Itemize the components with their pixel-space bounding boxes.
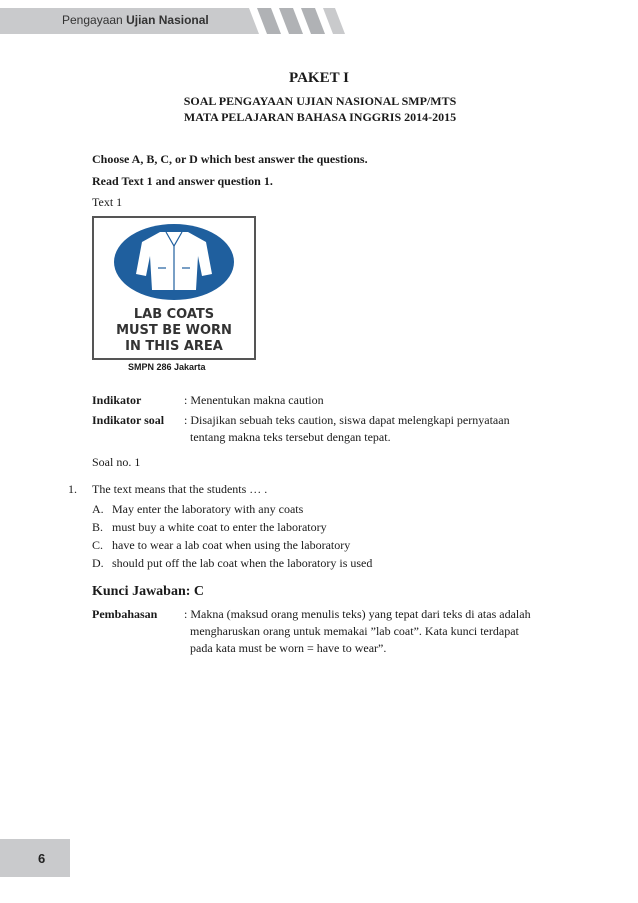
question-text: The text means that the students … . — [92, 482, 268, 496]
subtitle-line-2: MATA PELAJARAN BAHASA INGGRIS 2014-2015 — [183, 110, 457, 124]
pembahasan-line-3: pada kata must be worn = have to wear”. — [190, 641, 387, 655]
pembahasan-line-1: : Makna (maksud orang menulis teks) yang tepat dari teks di atas adalah — [184, 607, 531, 621]
sign-caption: SMPN 286 Jakarta — [128, 362, 206, 372]
option-text-a: May enter the laboratory with any coats — [112, 502, 304, 516]
sign-line-2: MUST BE WORN — [116, 323, 232, 338]
indikator-value: : Menentukan makna caution — [184, 393, 324, 407]
option-letter-c: C. — [92, 538, 104, 552]
question-number: 1. — [68, 482, 77, 496]
option-text-b: must buy a white coat to enter the laboratory — [112, 520, 327, 534]
option-text-d: should put off the lab coat when the laboratory is used — [112, 556, 373, 570]
sign-line-1: LAB COATS — [133, 307, 215, 322]
lab-coat-sign-graphic — [94, 218, 254, 358]
indikator-soal-label: Indikator soal — [92, 413, 165, 427]
subtitle-line-1: SOAL PENGAYAAN UJIAN NASIONAL SMP/MTS — [183, 94, 457, 108]
option-letter-a: A. — [92, 502, 104, 516]
option-letter-b: B. — [92, 520, 104, 534]
page-number: 6 — [38, 851, 46, 866]
instruction-choose: Choose A, B, C, or D which best answer the questions. — [92, 152, 368, 166]
indikator-soal-value-2: tentang makna teks tersebut dengan tepat. — [190, 430, 391, 444]
pembahasan-line-2: mengharuskan orang untuk memakai ”lab coat”. Kata kunci terdapat — [190, 624, 519, 638]
pembahasan-label: Pembahasan — [92, 607, 158, 621]
sign-line-3: IN THIS AREA — [125, 339, 223, 354]
header-stripes — [235, 8, 345, 34]
header-title — [62, 13, 209, 27]
soal-number: Soal no. 1 — [92, 455, 141, 469]
option-text-c: have to wear a lab coat when using the laboratory — [112, 538, 351, 552]
header-suffix: Ujian Nasional — [126, 13, 209, 27]
option-letter-d: D. — [92, 556, 104, 570]
paket-title: PAKET I — [289, 70, 349, 86]
lab-coat-sign — [92, 216, 256, 360]
indikator-soal-value-1: : Disajikan sebuah teks caution, siswa dapat melengkapi pernyataan — [184, 413, 510, 427]
indikator-label: Indikator — [92, 393, 142, 407]
text-label: Text 1 — [92, 195, 123, 209]
header-prefix: Pengayaan — [62, 13, 123, 27]
answer-key: Kunci Jawaban: C — [92, 584, 205, 599]
page-number-box — [0, 839, 70, 877]
instruction-read: Read Text 1 and answer question 1. — [92, 174, 273, 188]
